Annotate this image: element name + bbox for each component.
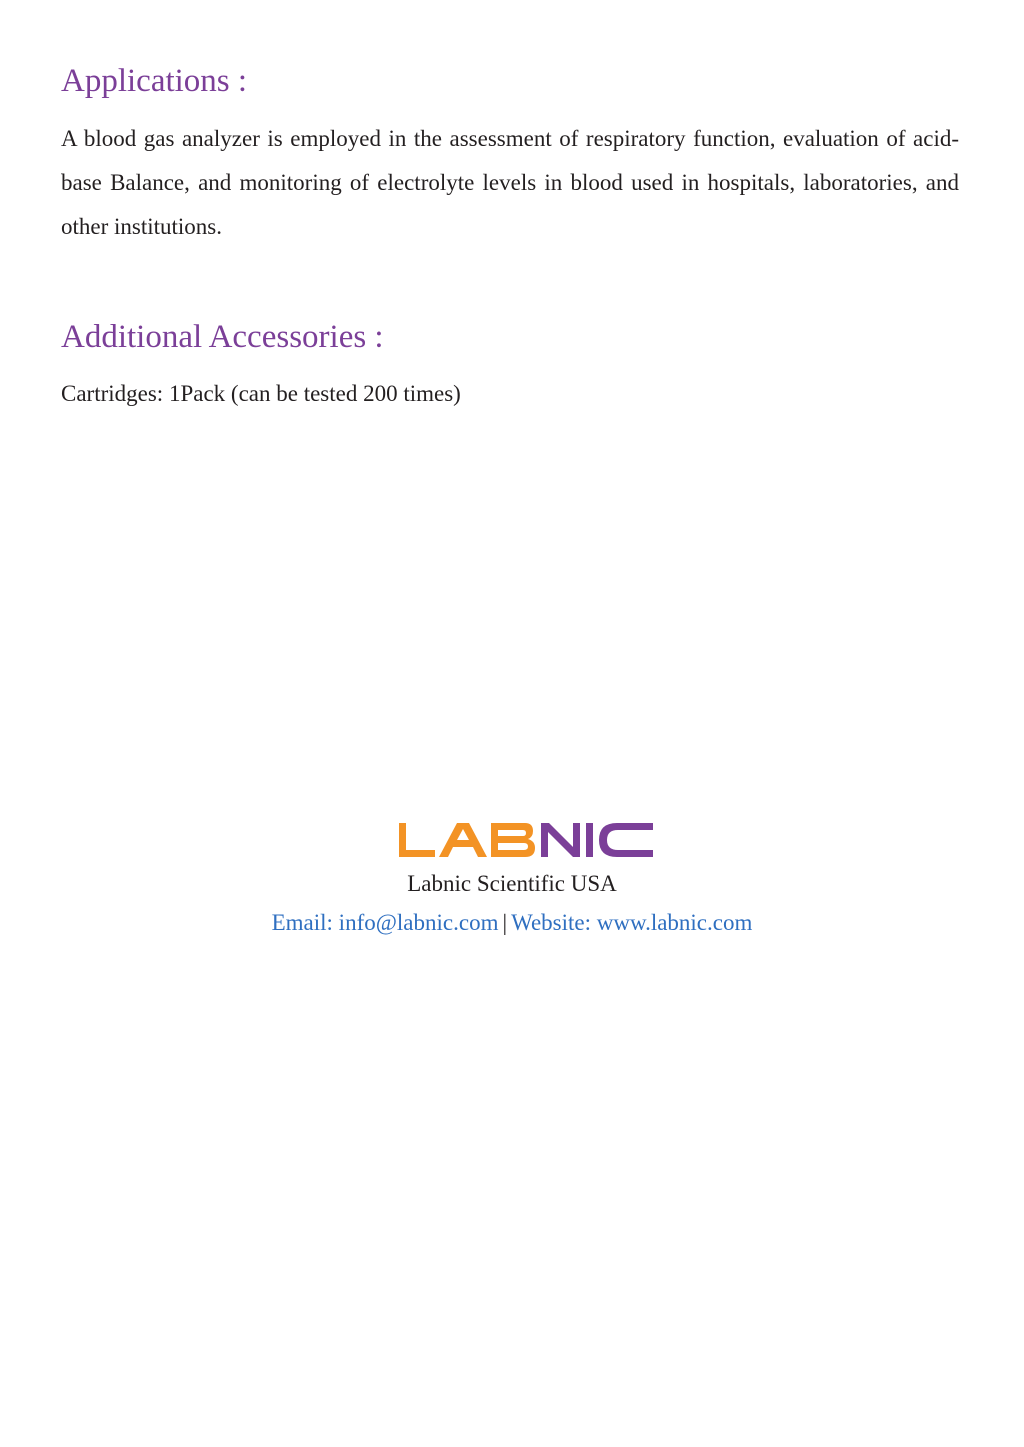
applications-paragraph: A blood gas analyzer is employed in the assessment of respiratory function, evaluation of acid-base Balance, and monitoring of electrolyte levels in blood used in hospitals, laboratories, and other institutions. [61, 126, 959, 239]
labnic-logo-graphic [397, 820, 657, 860]
cartridges-text: Cartridges: 1Pack (can be tested 200 times) [61, 381, 461, 406]
applications-heading: Applications : [61, 63, 248, 99]
company-name: Labnic Scientific USA [407, 871, 617, 896]
email-link[interactable]: Email: info@labnic.com [271, 910, 499, 935]
additional-accessories-heading: Additional Accessories : [61, 319, 384, 355]
contact-line [0, 908, 1024, 938]
contact-separator: | [502, 910, 508, 935]
labnic-logo [397, 820, 657, 860]
website-link[interactable]: Website: www.labnic.com [511, 910, 753, 935]
